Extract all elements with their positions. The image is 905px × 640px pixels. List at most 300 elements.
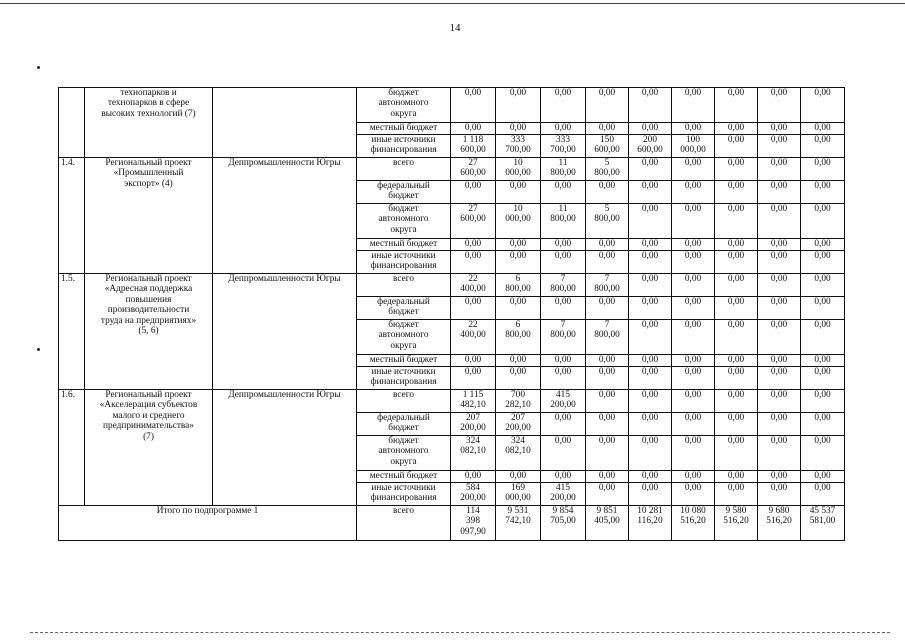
cell-text-line: 0,00 bbox=[554, 367, 572, 377]
cell-text-line: местный бюджет bbox=[369, 239, 438, 249]
cell-text-line: 0,00 bbox=[554, 355, 572, 365]
cell-text-line: 0,00 bbox=[814, 123, 831, 133]
amount-cell bbox=[451, 274, 496, 297]
cell-text-line: 600,00 bbox=[594, 145, 620, 156]
cell-text-line: 0,00 bbox=[464, 355, 482, 365]
cell-text-line: 0,00 bbox=[509, 251, 527, 261]
amount-cell bbox=[586, 158, 629, 181]
cell-text-line: 0,00 bbox=[684, 274, 702, 284]
cell-text-line: 116,20 bbox=[637, 516, 663, 527]
amount-cell bbox=[541, 251, 586, 274]
cell-text-line: 0,00 bbox=[641, 251, 659, 261]
cell-text-line: 0,00 bbox=[814, 436, 831, 446]
cell-text-line: 0,00 bbox=[727, 135, 745, 145]
cell-text-line: 7 bbox=[604, 320, 610, 330]
amount-cell bbox=[541, 135, 586, 158]
amount-cell bbox=[451, 355, 496, 367]
cell-text-line: всего bbox=[393, 390, 414, 400]
cell-text-line: 415 bbox=[556, 390, 570, 400]
amount-cell bbox=[496, 181, 541, 204]
amount-cell bbox=[715, 274, 758, 297]
cell-text-line: 0,00 bbox=[770, 123, 788, 133]
amount-cell bbox=[496, 204, 541, 239]
cell-text-line: местный бюджет bbox=[369, 471, 438, 481]
cell-text-line: 0,00 bbox=[554, 88, 572, 98]
cell-text-line: труда на предприятиях» bbox=[100, 315, 197, 326]
cell-text-line: 600,00 bbox=[460, 145, 486, 156]
cell-text-line: 0,00 bbox=[641, 436, 659, 446]
amount-cell bbox=[586, 251, 629, 274]
cell-text-line: 9 851 bbox=[596, 506, 618, 516]
cell-text-line: 0,00 bbox=[509, 239, 527, 249]
item-name bbox=[85, 390, 213, 506]
cell-text-line: 097,90 bbox=[460, 526, 486, 537]
cell-text-line: 0,00 bbox=[641, 158, 659, 168]
cell-text-line: (7) bbox=[143, 431, 154, 442]
cell-text-line: 600,00 bbox=[460, 168, 486, 179]
amount-cell bbox=[586, 483, 629, 506]
cell-text-line: 0,00 bbox=[598, 251, 616, 261]
cell-text-line: 10 281 bbox=[637, 506, 663, 516]
cell-text-line: 0,00 bbox=[684, 297, 702, 307]
cell-text-line: 45 537 bbox=[809, 506, 836, 516]
cell-text-line: округа bbox=[390, 108, 417, 119]
amount-cell bbox=[586, 135, 629, 158]
amount-cell bbox=[758, 413, 801, 436]
cell-text-line: 0,00 bbox=[814, 135, 831, 145]
cell-text-line: 800,00 bbox=[550, 284, 576, 295]
cell-text-line: 0,00 bbox=[684, 413, 702, 423]
amount-cell bbox=[801, 239, 845, 251]
funding-source bbox=[357, 483, 451, 506]
cell-text-line: 0,00 bbox=[598, 88, 616, 98]
funding-source bbox=[357, 274, 451, 297]
cell-text-line: 082,10 bbox=[505, 446, 531, 457]
funding-source bbox=[357, 355, 451, 367]
cell-text-line: 324 bbox=[511, 436, 525, 446]
amount-cell bbox=[496, 88, 541, 123]
amount-cell bbox=[586, 123, 629, 135]
table-row bbox=[59, 158, 845, 181]
total-amount-cell bbox=[451, 506, 496, 541]
scan-mark bbox=[37, 348, 40, 351]
funding-source bbox=[357, 320, 451, 355]
amount-cell bbox=[672, 204, 715, 239]
cell-text-line: 800,00 bbox=[594, 214, 620, 225]
cell-text-line: 10 bbox=[513, 158, 523, 168]
table-row bbox=[59, 390, 845, 413]
item-number: 1.4. bbox=[59, 158, 85, 274]
cell-text-line: 600,00 bbox=[460, 214, 486, 225]
cell-text-line: 0,00 bbox=[641, 297, 659, 307]
amount-cell bbox=[541, 123, 586, 135]
amount-cell bbox=[801, 390, 845, 413]
amount-cell bbox=[586, 297, 629, 320]
cell-text-line: 0,00 bbox=[684, 158, 702, 168]
cell-text-line: 0,00 bbox=[598, 367, 616, 377]
cell-text-line: округа bbox=[390, 340, 417, 351]
amount-cell bbox=[586, 181, 629, 204]
cell-text-line: 22 bbox=[468, 320, 478, 330]
amount-cell bbox=[541, 355, 586, 367]
funding-source bbox=[357, 471, 451, 483]
amount-cell bbox=[758, 135, 801, 158]
cell-text-line: 0,00 bbox=[641, 367, 659, 377]
funding-source bbox=[357, 123, 451, 135]
amount-cell bbox=[629, 123, 672, 135]
cell-text-line: 0,00 bbox=[684, 355, 702, 365]
amount-cell bbox=[541, 204, 586, 239]
cell-text-line: 0,00 bbox=[814, 355, 831, 365]
cell-text-line: 0,00 bbox=[641, 355, 659, 365]
amount-cell bbox=[672, 251, 715, 274]
cell-text-line: 0,00 bbox=[727, 88, 745, 98]
cell-text-line: (5, 6) bbox=[138, 326, 159, 337]
cell-text-line: 000,00 bbox=[505, 214, 531, 225]
cell-text-line: 0,00 bbox=[727, 413, 745, 423]
total-amount-cell bbox=[672, 506, 715, 541]
cell-text-line: 0,00 bbox=[727, 471, 745, 481]
cell-text-line: 0,00 bbox=[509, 123, 527, 133]
cell-text-line: 0,00 bbox=[770, 483, 788, 493]
cell-text-line: 581,00 bbox=[809, 516, 836, 527]
amount-cell bbox=[496, 436, 541, 471]
amount-cell bbox=[451, 181, 496, 204]
cell-text-line: 0,00 bbox=[509, 88, 527, 98]
cell-text-line: Региональный проект bbox=[105, 390, 192, 400]
amount-cell bbox=[715, 390, 758, 413]
cell-text-line: 0,00 bbox=[814, 367, 831, 377]
amount-cell bbox=[801, 471, 845, 483]
amount-cell bbox=[451, 239, 496, 251]
cell-text-line: 333 bbox=[556, 135, 570, 145]
cell-text-line: 700 bbox=[511, 390, 525, 400]
cell-text-line: 0,00 bbox=[464, 297, 482, 307]
amount-cell bbox=[586, 436, 629, 471]
cell-text-line: 0,00 bbox=[598, 471, 616, 481]
amount-cell bbox=[451, 471, 496, 483]
cell-text-line: бюджет bbox=[388, 204, 419, 214]
funding-source bbox=[357, 181, 451, 204]
cell-text-line: 700,00 bbox=[505, 145, 531, 156]
cell-text-line: 0,00 bbox=[509, 297, 527, 307]
total-amount-cell bbox=[541, 506, 586, 541]
cell-text-line: 0,00 bbox=[641, 123, 659, 133]
amount-cell bbox=[541, 88, 586, 123]
scan-mark bbox=[37, 66, 40, 69]
amount-cell bbox=[801, 123, 845, 135]
cell-text-line: 0,00 bbox=[598, 413, 616, 423]
cell-text-line: 0,00 bbox=[727, 297, 745, 307]
amount-cell bbox=[715, 436, 758, 471]
cell-text-line: 0,00 bbox=[684, 390, 702, 400]
amount-cell bbox=[758, 158, 801, 181]
cell-text-line: 207 bbox=[511, 413, 525, 423]
amount-cell bbox=[801, 204, 845, 239]
cell-text-line: округа bbox=[390, 224, 417, 235]
cell-text-line: 516,20 bbox=[766, 516, 792, 527]
amount-cell bbox=[541, 181, 586, 204]
cell-text-line: 0,00 bbox=[727, 320, 745, 330]
cell-text-line: 0,00 bbox=[727, 367, 745, 377]
cell-text-line: 0,00 bbox=[814, 483, 831, 493]
total-source: всего bbox=[357, 506, 451, 541]
cell-text-line: 0,00 bbox=[727, 483, 745, 493]
amount-cell bbox=[496, 483, 541, 506]
amount-cell bbox=[629, 355, 672, 367]
cell-text-line: 0,00 bbox=[770, 204, 788, 214]
amount-cell bbox=[758, 390, 801, 413]
responsible-executor: Деппромышленности Югры bbox=[213, 274, 357, 390]
amount-cell bbox=[629, 88, 672, 123]
cell-text-line: местный бюджет bbox=[369, 123, 438, 133]
cell-text-line: предпринимательства» bbox=[103, 421, 194, 432]
amount-cell bbox=[758, 471, 801, 483]
cell-text-line: 0,00 bbox=[641, 204, 659, 214]
amount-cell bbox=[541, 436, 586, 471]
responsible-executor: Деппромышленности Югры bbox=[213, 390, 357, 506]
cell-text-line: высоких технологий (7) bbox=[101, 108, 196, 119]
item-number: 1.6. bbox=[59, 390, 85, 506]
amount-cell bbox=[672, 483, 715, 506]
total-amount-cell bbox=[801, 506, 845, 541]
amount-cell bbox=[451, 297, 496, 320]
amount-cell bbox=[629, 239, 672, 251]
cell-text-line: автономного bbox=[378, 446, 429, 457]
cell-text-line: 9 854 bbox=[552, 506, 574, 516]
amount-cell bbox=[541, 158, 586, 181]
cell-text-line: 0,00 bbox=[641, 239, 659, 249]
amount-cell bbox=[801, 88, 845, 123]
cell-text-line: 0,00 bbox=[641, 181, 659, 191]
cell-text-line: 0,00 bbox=[684, 88, 702, 98]
amount-cell bbox=[496, 251, 541, 274]
cell-text-line: 0,00 bbox=[684, 483, 702, 493]
cell-text-line: 324 bbox=[466, 436, 480, 446]
cell-text-line: 1 118 bbox=[462, 135, 484, 145]
funding-source bbox=[357, 297, 451, 320]
cell-text-line: 0,00 bbox=[770, 251, 788, 261]
cell-text-line: автономного bbox=[378, 98, 429, 109]
cell-text-line: 0,00 bbox=[814, 251, 831, 261]
cell-text-line: 0,00 bbox=[770, 135, 788, 145]
total-amount-cell bbox=[715, 506, 758, 541]
cell-text-line: 584 bbox=[466, 483, 480, 493]
amount-cell bbox=[672, 436, 715, 471]
cell-text-line: 11 bbox=[558, 204, 568, 214]
cell-text-line: 0,00 bbox=[770, 390, 788, 400]
cell-text-line: всего bbox=[393, 274, 414, 284]
item-name bbox=[85, 158, 213, 274]
amount-cell bbox=[496, 367, 541, 390]
amount-cell bbox=[672, 367, 715, 390]
cell-text-line: 200,00 bbox=[505, 423, 531, 434]
amount-cell bbox=[586, 355, 629, 367]
cell-text-line: 800,00 bbox=[550, 330, 576, 341]
amount-cell bbox=[451, 390, 496, 413]
cell-text-line: 405,00 bbox=[594, 516, 620, 527]
amount-cell bbox=[801, 158, 845, 181]
cell-text-line: производительности bbox=[107, 305, 190, 316]
item-name bbox=[85, 88, 213, 158]
cell-text-line: бюджет bbox=[388, 307, 419, 318]
cell-text-line: федеральный bbox=[377, 297, 430, 307]
amount-cell bbox=[629, 483, 672, 506]
amount-cell bbox=[629, 436, 672, 471]
table-row bbox=[59, 274, 845, 297]
amount-cell bbox=[801, 436, 845, 471]
cell-text-line: 0,00 bbox=[641, 274, 659, 284]
cell-text-line: 0,00 bbox=[598, 297, 616, 307]
cell-text-line: 0,00 bbox=[770, 158, 788, 168]
total-amount-cell bbox=[586, 506, 629, 541]
amount-cell bbox=[715, 239, 758, 251]
cell-text-line: 0,00 bbox=[814, 390, 831, 400]
cell-text-line: бюджет bbox=[388, 191, 419, 202]
amount-cell bbox=[629, 297, 672, 320]
amount-cell bbox=[672, 123, 715, 135]
amount-cell bbox=[496, 320, 541, 355]
amount-cell bbox=[629, 204, 672, 239]
cell-text-line: 800,00 bbox=[594, 284, 620, 295]
cell-text-line: иные источники bbox=[371, 483, 436, 493]
amount-cell bbox=[715, 367, 758, 390]
amount-cell bbox=[629, 367, 672, 390]
cell-text-line: 22 bbox=[468, 274, 478, 284]
cell-text-line: 0,00 bbox=[464, 181, 482, 191]
amount-cell bbox=[541, 413, 586, 436]
amount-cell bbox=[715, 413, 758, 436]
amount-cell bbox=[451, 251, 496, 274]
cell-text-line: 0,00 bbox=[684, 436, 702, 446]
cell-text-line: 0,00 bbox=[641, 483, 659, 493]
cell-text-line: 0,00 bbox=[814, 88, 831, 98]
amount-cell bbox=[758, 123, 801, 135]
funding-source bbox=[357, 390, 451, 413]
cell-text-line: 0,00 bbox=[464, 123, 482, 133]
cell-text-line: 0,00 bbox=[684, 239, 702, 249]
amount-cell bbox=[801, 320, 845, 355]
cell-text-line: 400,00 bbox=[460, 284, 486, 295]
cell-text-line: 0,00 bbox=[770, 436, 788, 446]
cell-text-line: 200,00 bbox=[550, 400, 576, 411]
amount-cell bbox=[715, 483, 758, 506]
cell-text-line: 0,00 bbox=[727, 355, 745, 365]
amount-cell bbox=[451, 413, 496, 436]
amount-cell bbox=[715, 158, 758, 181]
cell-text-line: 0,00 bbox=[770, 88, 788, 98]
amount-cell bbox=[715, 88, 758, 123]
amount-cell bbox=[451, 204, 496, 239]
cell-text-line: «Промышленный bbox=[113, 168, 184, 179]
cell-text-line: бюджет bbox=[388, 423, 419, 434]
amount-cell bbox=[672, 88, 715, 123]
amount-cell bbox=[715, 123, 758, 135]
amount-cell bbox=[758, 297, 801, 320]
cell-text-line: федеральный bbox=[377, 181, 430, 191]
funding-source bbox=[357, 436, 451, 471]
cell-text-line: автономного bbox=[378, 214, 429, 225]
cell-text-line: 0,00 bbox=[554, 181, 572, 191]
cell-text-line: 169 bbox=[511, 483, 525, 493]
cell-text-line: 0,00 bbox=[684, 123, 702, 133]
cell-text-line: Региональный проект bbox=[105, 158, 192, 168]
cell-text-line: 0,00 bbox=[684, 471, 702, 481]
amount-cell bbox=[672, 390, 715, 413]
cell-text-line: финансирования bbox=[370, 493, 437, 504]
amount-cell bbox=[758, 274, 801, 297]
cell-text-line: 114 bbox=[466, 506, 480, 516]
cell-text-line: бюджет bbox=[388, 436, 419, 446]
cell-text-line: повышения bbox=[125, 294, 172, 305]
cell-text-line: 200,00 bbox=[550, 493, 576, 504]
cell-text-line: 600,00 bbox=[637, 145, 663, 156]
total-label: Итого по подпрограмме 1 bbox=[59, 506, 357, 541]
cell-text-line: 0,00 bbox=[464, 88, 482, 98]
amount-cell bbox=[758, 181, 801, 204]
amount-cell bbox=[586, 88, 629, 123]
cell-text-line: экспорт» (4) bbox=[124, 178, 173, 189]
amount-cell bbox=[801, 483, 845, 506]
item-name bbox=[85, 274, 213, 390]
cell-text-line: 0,00 bbox=[464, 239, 482, 249]
amount-cell bbox=[801, 274, 845, 297]
cell-text-line: 0,00 bbox=[509, 471, 527, 481]
cell-text-line: 516,20 bbox=[680, 516, 706, 527]
cell-text-line: 0,00 bbox=[727, 390, 745, 400]
amount-cell bbox=[586, 320, 629, 355]
amount-cell bbox=[715, 251, 758, 274]
cell-text-line: 150 bbox=[600, 135, 614, 145]
cell-text-line: 0,00 bbox=[554, 471, 572, 481]
amount-cell bbox=[586, 204, 629, 239]
amount-cell bbox=[801, 251, 845, 274]
total-amount-cell bbox=[629, 506, 672, 541]
total-row bbox=[59, 506, 845, 541]
cell-text-line: технопарков и bbox=[120, 88, 177, 98]
amount-cell bbox=[451, 367, 496, 390]
cell-text-line: местный бюджет bbox=[369, 355, 438, 365]
amount-cell bbox=[801, 355, 845, 367]
cell-text-line: 0,00 bbox=[554, 297, 572, 307]
cell-text-line: 0,00 bbox=[509, 181, 527, 191]
amount-cell bbox=[758, 251, 801, 274]
amount-cell bbox=[715, 471, 758, 483]
cell-text-line: 0,00 bbox=[641, 390, 659, 400]
cell-text-line: 0,00 bbox=[770, 181, 788, 191]
funding-source bbox=[357, 367, 451, 390]
cell-text-line: 9 580 bbox=[725, 506, 747, 516]
cell-text-line: 0,00 bbox=[554, 123, 572, 133]
cell-text-line: 0,00 bbox=[814, 158, 831, 168]
amount-cell bbox=[801, 367, 845, 390]
amount-cell bbox=[629, 320, 672, 355]
cell-text-line: 0,00 bbox=[727, 436, 745, 446]
amount-cell bbox=[758, 320, 801, 355]
cell-text-line: 0,00 bbox=[684, 320, 702, 330]
top-scan-rule bbox=[0, 3, 905, 4]
amount-cell bbox=[541, 367, 586, 390]
cell-text-line: 5 bbox=[604, 204, 610, 214]
cell-text-line: 0,00 bbox=[554, 239, 572, 249]
cell-text-line: 800,00 bbox=[505, 330, 531, 341]
amount-cell bbox=[451, 88, 496, 123]
cell-text-line: 0,00 bbox=[598, 181, 616, 191]
amount-cell bbox=[758, 239, 801, 251]
amount-cell bbox=[801, 181, 845, 204]
cell-text-line: 10 bbox=[513, 204, 523, 214]
amount-cell bbox=[758, 483, 801, 506]
